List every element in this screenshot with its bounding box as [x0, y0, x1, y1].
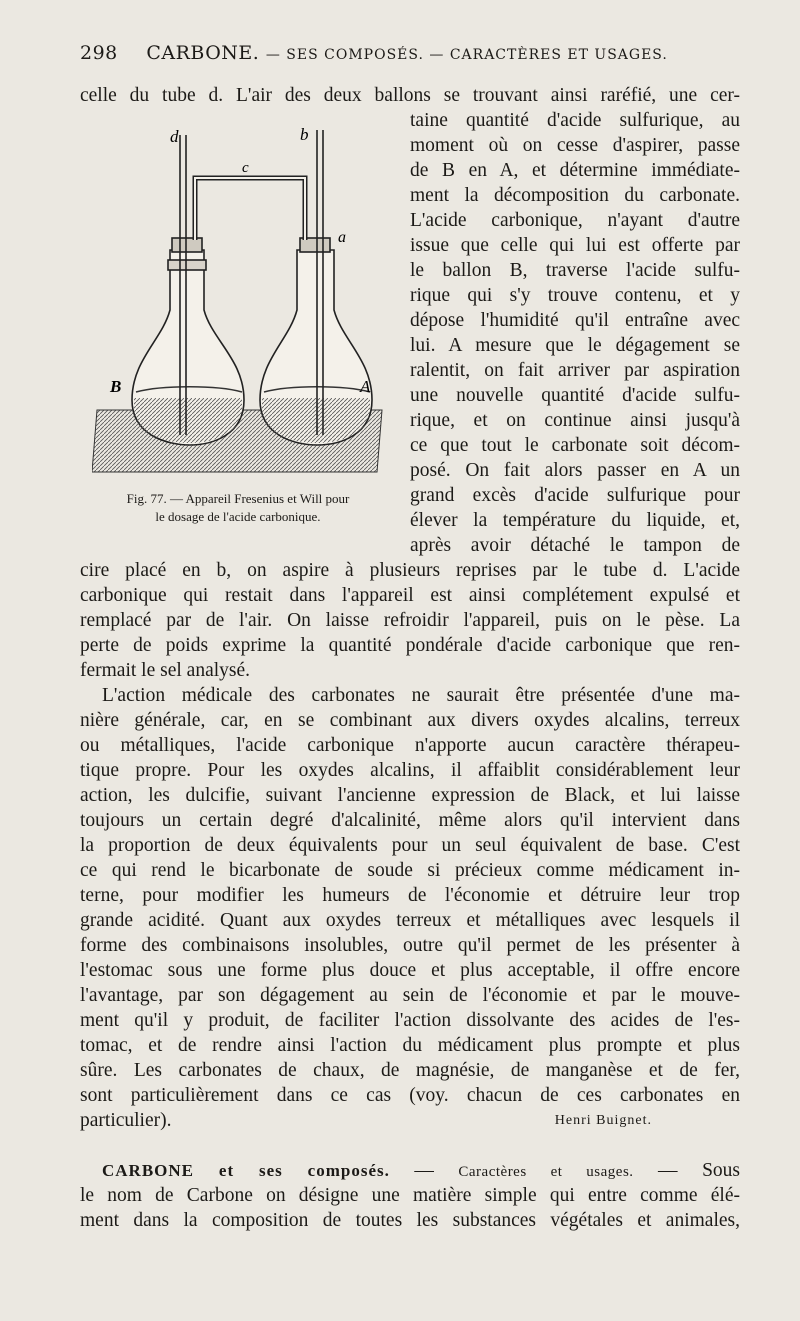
label-A: A [360, 377, 371, 396]
text-line: grande acidité. Quant aux oxydes terreux et métalliques avec lesquels il [80, 910, 740, 931]
label-d: d [170, 127, 179, 146]
apparatus-illustration [92, 110, 392, 480]
text-line: forme des combinaisons insolubles, outre qu'il permet de les présenter à [80, 935, 740, 956]
text-line: élever la température du liquide, et, [410, 510, 740, 531]
text-line: perte de poids exprime la quantité pondérale d'acide carbonique que ren- [80, 635, 740, 656]
text-line: une nouvelle quantité d'acide sulfu- [410, 385, 740, 406]
text-line: tomac, et de rendre ainsi l'action du médicament plus prompte et plus [80, 1035, 740, 1056]
running-header [80, 42, 740, 64]
label-b: b [300, 125, 309, 144]
text-line: ment dans la composition de toutes les substances végétales et animales, [80, 1210, 740, 1231]
text-line: sont particulièrement dans ce cas (voy. chacun de ces carbonates en [80, 1085, 740, 1106]
text-line: ment la décomposition du carbonate. [410, 185, 740, 206]
figure-apparatus [92, 110, 392, 480]
header-title: CARBONE. [146, 42, 260, 64]
text-line: lui. A mesure que le dégagement se [410, 335, 740, 356]
page-number: 298 [80, 42, 118, 64]
text-line: celle du tube d. L'air des deux ballons se trouvant ainsi raréfié, une cer- [80, 85, 740, 106]
text-line: la proportion de deux équivalents pour un seul équivalent de base. C'est [80, 835, 740, 856]
label-B: B [110, 377, 122, 396]
caption-line-1: Fig. 77. — Appareil Fresenius et Will pour [126, 491, 350, 506]
text-line: L'acide carbonique, n'ayant d'autre [410, 210, 740, 231]
text-line-last [80, 1108, 740, 1133]
text-line: sûre. Les carbonates de chaux, de magnésie, de manganèse et de fer, [80, 1060, 740, 1081]
text-line: posé. On fait alors passer en A un [410, 460, 740, 481]
text-line: l'estomac sous une forme plus douce et plus acceptable, il offre encore [80, 960, 740, 981]
text-line: rique qui s'y trouve contenu, et y [410, 285, 740, 306]
text-line: ce qui rend le bicarbonate de soude si précieux comme médicament in- [80, 860, 740, 881]
section-title: CARBONE et ses composés. [102, 1161, 390, 1180]
label-c: c [242, 160, 249, 176]
flask-B [132, 135, 244, 445]
text-line: toujours un certain degré d'alcalinité, même alors qu'il intervient dans [80, 810, 740, 831]
text-line: de B en A, et détermine immédiate- [410, 160, 740, 181]
author-signature: Henri Buignet. [554, 1113, 652, 1128]
header-subtitle: — SES COMPOSÉS. — CARACTÈRES ET USAGES. [265, 47, 668, 63]
text-line: tique propre. Pour les oxydes alcalins, il affaiblit considérablement leur [80, 760, 740, 781]
section-dash: — [389, 1160, 459, 1181]
text-line: L'action médicale des carbonates ne saurait être présentée d'une ma- [102, 685, 740, 706]
label-a: a [338, 229, 346, 246]
text-line: fermait le sel analysé. [80, 660, 251, 681]
figure-caption [88, 490, 388, 526]
text-line: ment qu'il y produit, de faciliter l'action dissolvante des acides de l'es- [80, 1010, 740, 1031]
text-line: nière générale, car, en se combinant aux divers oxydes alcalins, terreux [80, 710, 740, 731]
text-line: rique, et on continue ainsi jusqu'à [410, 410, 740, 431]
connecting-tube [195, 178, 305, 240]
text-line: ou métalliques, l'acide carbonique n'apporte aucun caractère thérapeu- [80, 735, 740, 756]
text-line: le nom de Carbone on désigne une matière simple qui entre comme élé- [80, 1185, 740, 1206]
caption-line-2: le dosage de l'acide carbonique. [155, 509, 321, 524]
text-line: grand excès d'acide sulfurique pour [410, 485, 740, 506]
text-line: taine quantité d'acide sulfurique, au [410, 110, 740, 131]
text-line: ralentit, on fait arriver par aspiration [410, 360, 740, 381]
text-line: cire placé en b, on aspire à plusieurs reprises par le tube d. L'acide [80, 560, 740, 581]
text-line: dépose l'humidité qu'il entraîne avec [410, 310, 740, 331]
section-subtitle: Caractères et usages. [458, 1164, 634, 1180]
text-line: le ballon B, traverse l'acide sulfu- [410, 260, 740, 281]
text-line: carbonique qui restait dans l'appareil est ainsi complétement expulsé et [80, 585, 740, 606]
text-line: ce que tout le carbonate soit décom- [410, 435, 740, 456]
text-line: issue que celle qui lui est offerte par [410, 235, 740, 256]
text-line: action, les dulcifie, suivant l'ancienne expression de Black, et lui laisse [80, 785, 740, 806]
text-line: après avoir détaché le tampon de [410, 535, 740, 556]
text-line: remplacé par de l'air. On laisse refroidir l'appareil, puis on le pèse. La [80, 610, 740, 631]
text-line: terne, pour modifier les humeurs de l'économie et détruire leur trop [80, 885, 740, 906]
text-line: l'avantage, par son dégagement au sein de l'économie et par le mouve- [80, 985, 740, 1006]
text-line: moment où on cesse d'aspirer, passe [410, 135, 740, 156]
section-rest: — Sous [633, 1160, 740, 1181]
text-line: particulier). [80, 1110, 172, 1131]
section-heading-line [80, 1158, 740, 1185]
